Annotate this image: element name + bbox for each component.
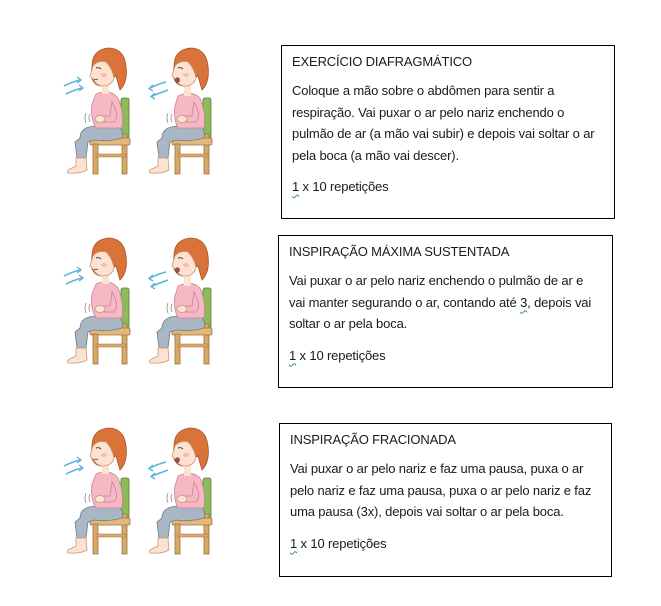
exhale-illustration — [140, 418, 230, 558]
exercise-description: Coloque a mão sobre o abdômen para sentir a respiração. Vai puxar o ar pelo nariz enchendo o pulmão de ar (a mão vai subir) e depois vai soltar o ar pela boca (a mão vai descer). — [292, 83, 595, 163]
reps-text: x 10 repetições — [296, 347, 386, 363]
inhale-illustration — [58, 418, 148, 558]
exercise-title: INSPIRAÇÃO FRACIONADA — [290, 432, 456, 447]
inhale-illustration — [58, 228, 148, 368]
exercise-description — [289, 270, 602, 335]
exercise-box-diaphragmatic — [281, 45, 615, 219]
exercise-repetitions — [292, 176, 604, 198]
woman-inhaling-icon — [58, 418, 148, 558]
count-number: 3 — [520, 294, 528, 310]
woman-exhaling-icon — [140, 38, 230, 178]
exhale-illustration — [140, 228, 230, 368]
exercise-box-fractional-inspiration — [279, 423, 612, 577]
exercise-title: INSPIRAÇÃO MÁXIMA SUSTENTADA — [289, 244, 510, 259]
exercise-box-sustained-inspiration — [278, 235, 613, 388]
inhale-illustration — [58, 38, 148, 178]
description-text: , depois vai soltar o ar pela boca. — [289, 294, 592, 331]
exercise-description: Vai puxar o ar pelo nariz e faz uma pausa, puxa o ar pelo nariz e faz uma pausa, puxa o ar pelo nariz e faz uma pausa (3x), depois vai soltar o ar pela boca. — [290, 461, 592, 519]
woman-inhaling-icon — [58, 228, 148, 368]
reps-number: 1 — [292, 179, 300, 194]
woman-inhaling-icon — [58, 38, 148, 178]
woman-exhaling-icon — [140, 418, 230, 558]
description-text: Vai puxar o ar pelo nariz enchendo o pulmão de ar e vai manter segurando o ar, contando até — [289, 273, 584, 310]
reps-number: 1 — [290, 535, 298, 551]
exercise-repetitions — [290, 533, 601, 555]
exercise-title: EXERCÍCIO DIAFRAGMÁTICO — [292, 54, 473, 69]
exhale-illustration — [140, 38, 230, 178]
reps-number: 1 — [289, 347, 297, 363]
reps-text: x 10 repetições — [297, 535, 387, 551]
exercise-repetitions — [289, 345, 602, 367]
woman-exhaling-icon — [140, 228, 230, 368]
reps-text: x 10 repetições — [299, 179, 389, 194]
